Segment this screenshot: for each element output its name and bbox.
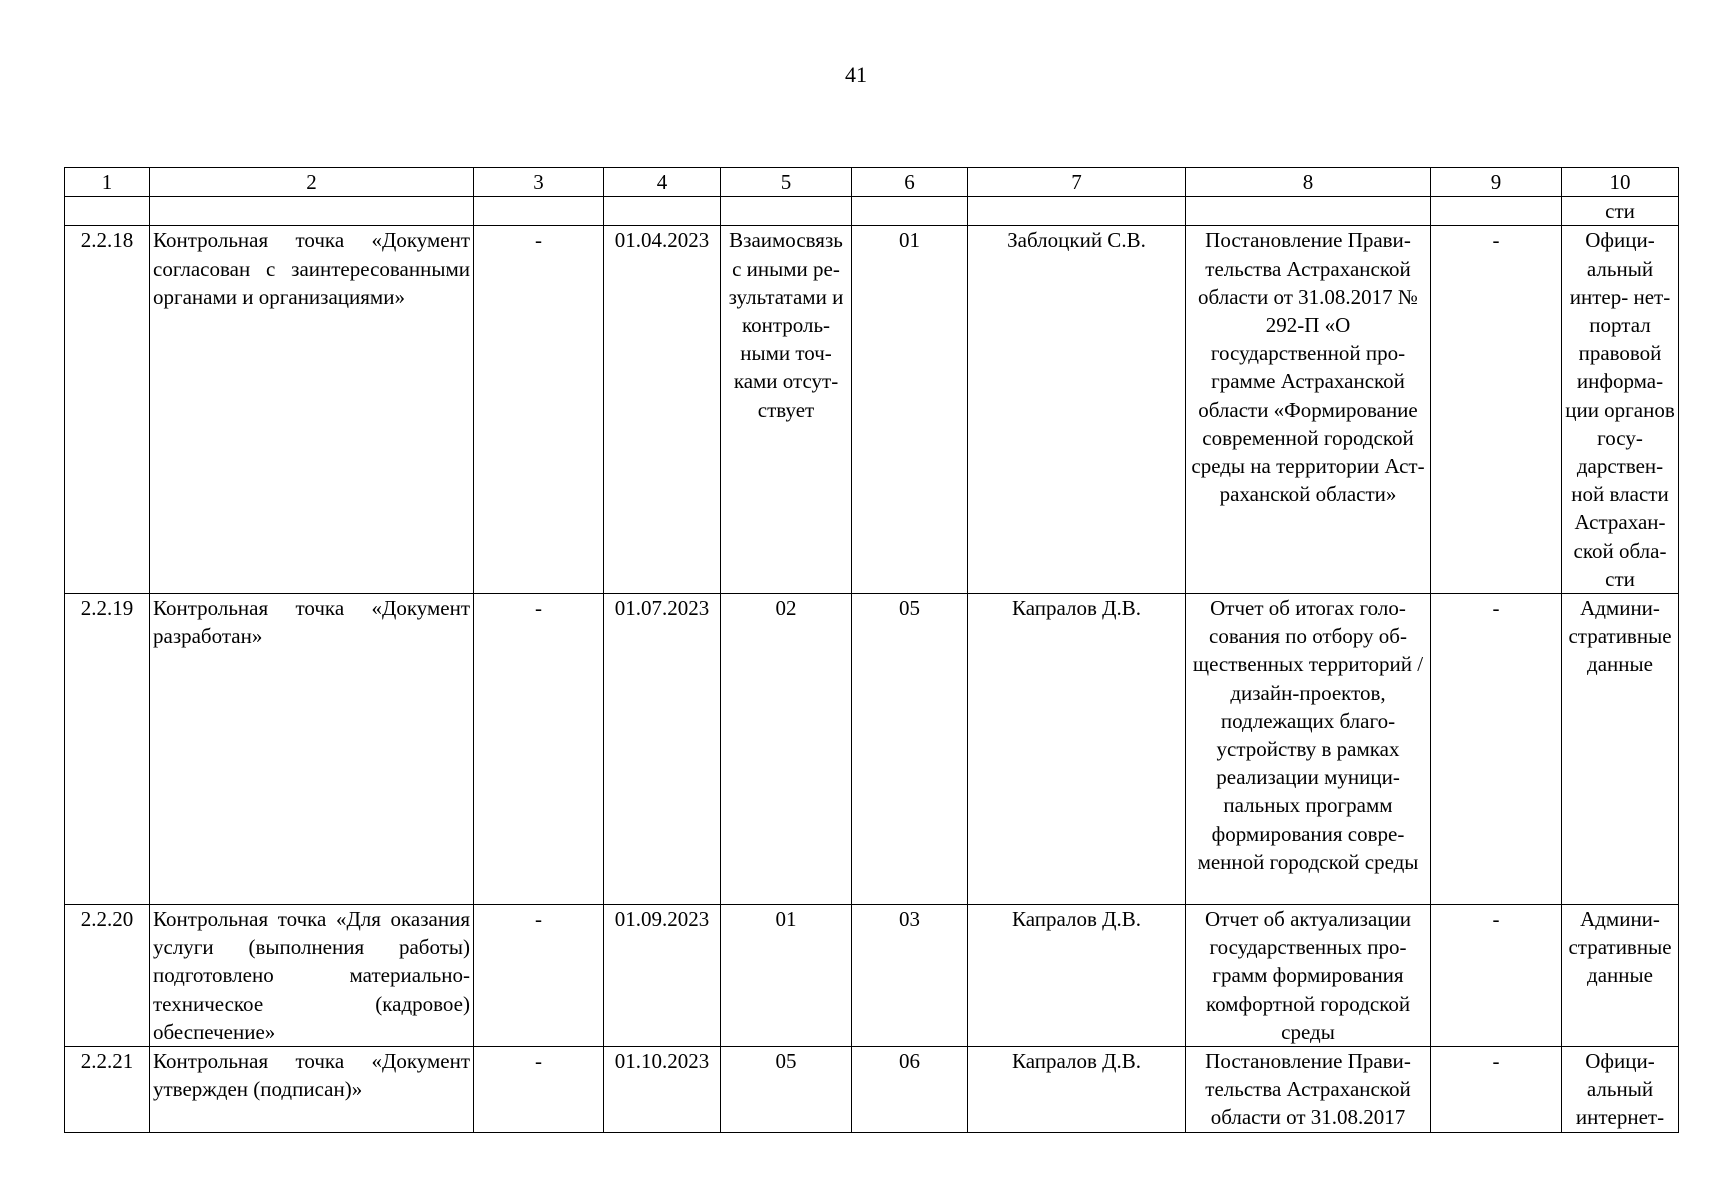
row-number: 2.2.21 [65,1047,150,1133]
cell-col9: - [1431,226,1562,594]
responsible-person: Капралов Д.В. [968,1047,1186,1133]
table-row [65,1047,1679,1133]
responsible-person: Капралов Д.В. [968,905,1186,1047]
page-number: 41 [845,62,867,87]
table-row [65,226,1679,594]
cell-col6: 06 [852,1047,968,1133]
document-type: Постановление Правительства Астраханской области от 31.08.2017 № 292-П «О государственной программе Астраханской области «Формирование современной городской среды на территории Астраханской области» [1186,226,1431,594]
cell-col5: 01 [721,905,852,1047]
column-number: 3 [474,168,604,197]
column-number: 7 [968,168,1186,197]
deadline-date: 01.10.2023 [604,1047,721,1133]
continuation-cell [1186,197,1431,226]
cell-col5: 05 [721,1047,852,1133]
continuation-cell [968,197,1186,226]
continuation-cell [65,197,150,226]
cell-col3: - [474,905,604,1047]
cell-col3: - [474,226,604,594]
control-points-table [64,167,1679,1133]
cell-col6: 03 [852,905,968,1047]
table-row [65,905,1679,1047]
column-number: 2 [150,168,474,197]
cell-col6: 01 [852,226,968,594]
cell-col9: - [1431,1047,1562,1133]
cell-col3: - [474,1047,604,1133]
continuation-row [65,197,1679,226]
row-number: 2.2.18 [65,226,150,594]
continuation-cell [852,197,968,226]
column-numbers-row [65,168,1679,197]
cell-col9: - [1431,905,1562,1047]
continuation-cell [1431,197,1562,226]
row-number: 2.2.19 [65,594,150,905]
row-number: 2.2.20 [65,905,150,1047]
column-number: 9 [1431,168,1562,197]
deadline-date: 01.04.2023 [604,226,721,594]
continuation-cell [604,197,721,226]
information-source: Официальный интер- нет- портал правовой информации органов государственной власти Астраханской области [1562,226,1679,594]
document-type: Постановление Правительства Астраханской области от 31.08.2017 [1186,1047,1431,1133]
cell-col6: 05 [852,594,968,905]
continuation-cell: сти [1562,197,1679,226]
continuation-cell [474,197,604,226]
column-number: 4 [604,168,721,197]
continuation-cell [721,197,852,226]
column-number: 10 [1562,168,1679,197]
deadline-date: 01.09.2023 [604,905,721,1047]
continuation-cell [150,197,474,226]
cell-col9: - [1431,594,1562,905]
control-point-name: Контрольная точка «Для оказания услуги (выполнения работы) подготовлено материально-техническое (кадровое) обеспечение» [150,905,474,1047]
cell-col3: - [474,594,604,905]
cell-col5: Взаимосвязь с иными результатами и контрольными точками отсутствует [721,226,852,594]
cell-col5: 02 [721,594,852,905]
control-point-name: Контрольная точка «Документ согласован с заинтересованными органами и организациями» [150,226,474,594]
column-number: 1 [65,168,150,197]
document-type: Отчет об актуализации государственных программ формирования комфортной городской среды [1186,905,1431,1047]
column-number: 8 [1186,168,1431,197]
information-source: Административные данные [1562,594,1679,905]
table-row [65,594,1679,905]
control-point-name: Контрольная точка «Документ разработан» [150,594,474,905]
deadline-date: 01.07.2023 [604,594,721,905]
document-type: Отчет об итогах голосования по отбору общественных территорий / дизайн-проектов, подлежащих благоустройству в рамках реализации муниципальных программ формирования современной городской среды [1186,594,1431,905]
information-source: Официальный интернет- [1562,1047,1679,1133]
responsible-person: Заблоцкий С.В. [968,226,1186,594]
column-number: 5 [721,168,852,197]
responsible-person: Капралов Д.В. [968,594,1186,905]
information-source: Административные данные [1562,905,1679,1047]
column-number: 6 [852,168,968,197]
control-point-name: Контрольная точка «Документ утвержден (подписан)» [150,1047,474,1133]
